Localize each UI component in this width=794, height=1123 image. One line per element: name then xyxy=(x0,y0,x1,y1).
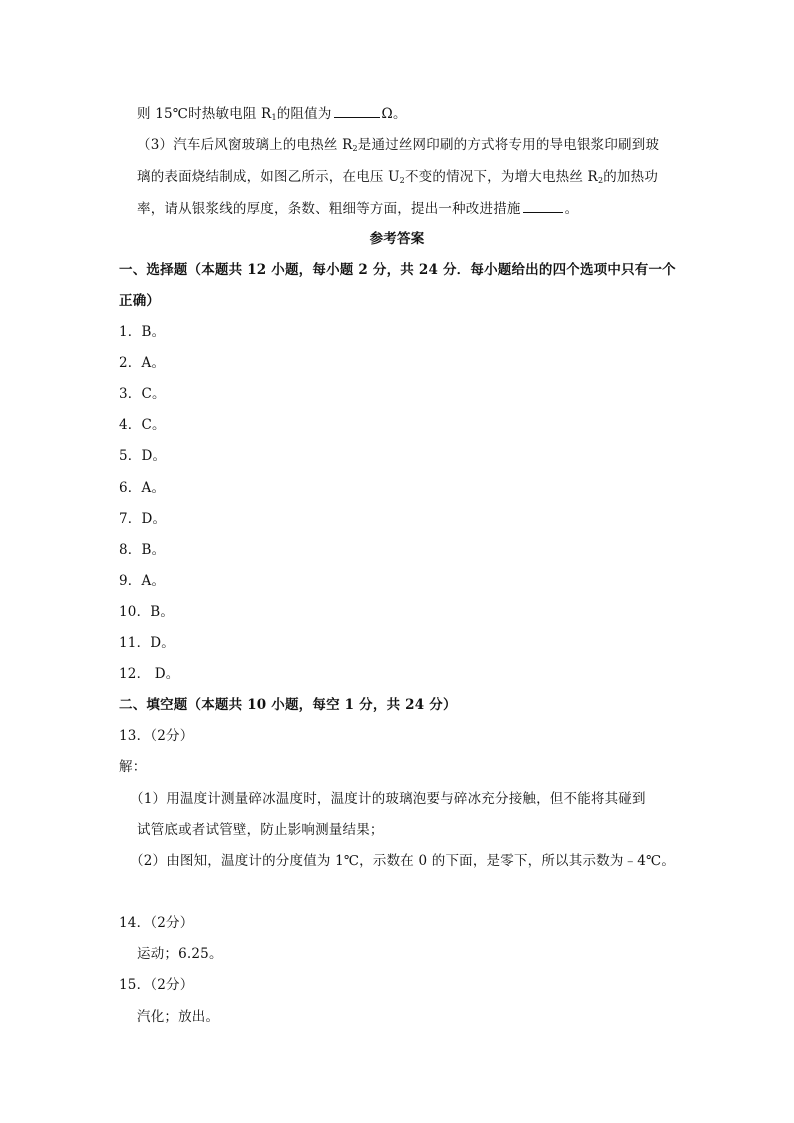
answer-item: 8．B。 xyxy=(119,542,166,558)
answer-item: 6．A。 xyxy=(119,480,166,496)
answer-item: 2．A。 xyxy=(119,355,166,371)
answer-item: 12． D。 xyxy=(119,666,180,682)
answer-blank xyxy=(334,104,380,118)
answer-item: 5．D。 xyxy=(119,448,167,464)
q13-part1-line1: （1）用温度计测量碎冰温度时，温度计的玻璃泡要与碎冰充分接触，但不能将其碰到 xyxy=(130,791,646,807)
q19-line2-text-after: 是通过丝网印刷的方式将专用的导电银浆印刷到玻 xyxy=(357,137,660,153)
q15-label: 15．（2分） xyxy=(119,977,194,993)
q14-answer: 运动；6.25。 xyxy=(137,946,223,962)
answer-item: 9．A。 xyxy=(119,573,166,589)
q19-line1 xyxy=(137,104,407,127)
answer-blank xyxy=(523,199,563,213)
q19-line3-text-mid: 不变的情况下，为增大电热丝 R xyxy=(404,169,598,185)
q13-part2: （2）由图知，温度计的分度值为 1℃，示数在 0 的下面，是零下，所以其示数为﹣4℃。 xyxy=(130,853,676,869)
subscript: 1 xyxy=(271,113,277,122)
q19-line4 xyxy=(137,199,578,218)
answer-item: 7．D。 xyxy=(119,511,167,527)
q13-part1-line2: 试管底或者试管壁，防止影响测量结果； xyxy=(137,822,384,838)
q19-line3-text-after: 的加热功 xyxy=(603,169,659,185)
answer-item: 1．B。 xyxy=(119,324,166,340)
answers-title: 参考答案 xyxy=(369,231,425,247)
answer-item: 3．C。 xyxy=(119,386,166,402)
q19-line1-text: 则 15℃时热敏电阻 R xyxy=(137,106,272,122)
section1-heading-line2: 正确） xyxy=(119,293,161,309)
q19-line2 xyxy=(137,136,659,158)
q19-line4-end: 。 xyxy=(564,201,579,217)
q19-line1-text-after: 的阻值为 xyxy=(276,106,332,122)
q14-label: 14．（2分） xyxy=(119,915,194,931)
subscript: 2 xyxy=(597,176,604,185)
answer-item: 11．D。 xyxy=(119,635,176,651)
answer-item: 4．C。 xyxy=(119,417,166,433)
q13-solution-label: 解： xyxy=(119,759,147,775)
subscript: 2 xyxy=(352,144,358,153)
q19-unit: Ω。 xyxy=(381,106,407,122)
answer-item: 10．B。 xyxy=(119,604,175,620)
q19-line4-text: 率，请从银浆线的厚度，条数、粗细等方面，提出一种改进措施 xyxy=(137,201,521,217)
q19-line3 xyxy=(137,168,658,190)
q19-line3-text: 璃的表面烧结制成，如图乙所示，在电压 U xyxy=(137,169,400,185)
section1-heading-line1: 一、选择题（本题共 12 小题，每小题 2 分，共 24 分．每小题给出的四个选项中只有一个 xyxy=(119,262,676,278)
q13-label: 13．（2分） xyxy=(119,728,194,744)
subscript: 2 xyxy=(399,176,405,185)
q15-answer: 汽化；放出。 xyxy=(137,1009,220,1025)
q19-line2-text: （3）汽车后风窗玻璃上的电热丝 R xyxy=(137,137,353,153)
section2-heading: 二、填空题（本题共 10 小题，每空 1 分，共 24 分） xyxy=(119,697,457,713)
